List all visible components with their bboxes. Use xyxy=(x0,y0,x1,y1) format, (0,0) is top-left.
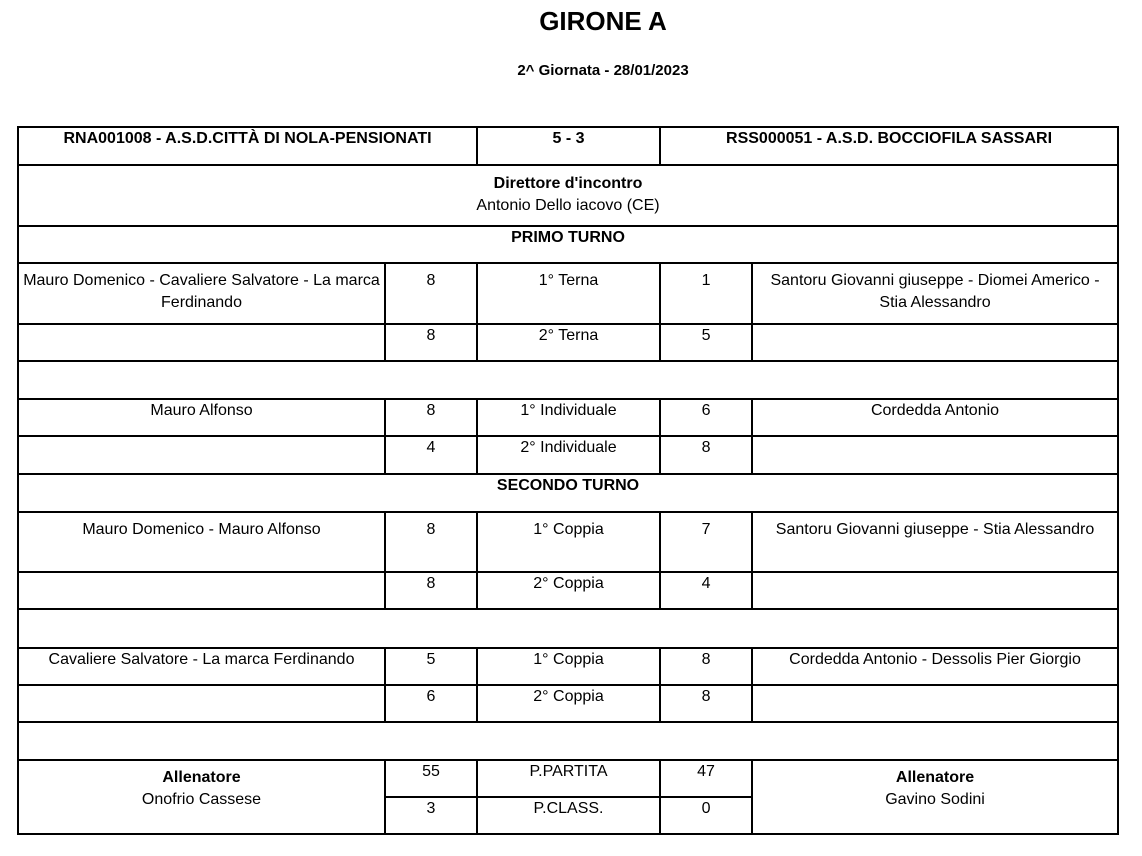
home-score: 8 xyxy=(385,263,477,324)
away-score: 1 xyxy=(660,263,752,324)
points-class-label: P.CLASS. xyxy=(477,797,660,834)
home-score: 8 xyxy=(385,512,477,572)
home-players: Mauro Domenico - Cavaliere Salvatore - La marca Ferdinando xyxy=(18,263,385,324)
home-class-points: 3 xyxy=(385,797,477,834)
home-score: 8 xyxy=(385,399,477,436)
away-score: 8 xyxy=(660,436,752,474)
game-row xyxy=(18,436,1118,474)
away-players xyxy=(752,572,1118,609)
spacer-row xyxy=(18,722,1118,760)
game-row xyxy=(18,324,1118,361)
away-total-points: 47 xyxy=(660,760,752,797)
home-coach-cell xyxy=(18,760,385,834)
home-players xyxy=(18,572,385,609)
game-label: 2° Coppia xyxy=(477,572,660,609)
game-row xyxy=(18,572,1118,609)
game-row xyxy=(18,648,1118,685)
game-label: 2° Terna xyxy=(477,324,660,361)
director-name: Antonio Dello iacovo (CE) xyxy=(476,197,660,214)
match-header-row xyxy=(18,127,1118,165)
page-title: GIRONE A xyxy=(539,6,667,36)
home-players xyxy=(18,324,385,361)
away-class-points: 0 xyxy=(660,797,752,834)
home-score: 8 xyxy=(385,324,477,361)
second-round-heading: SECONDO TURNO xyxy=(18,474,1118,512)
away-score: 8 xyxy=(660,685,752,722)
home-players xyxy=(18,685,385,722)
home-score: 6 xyxy=(385,685,477,722)
game-label: 2° Coppia xyxy=(477,685,660,722)
home-coach-name: Onofrio Cassese xyxy=(141,791,262,808)
away-score: 7 xyxy=(660,512,752,572)
section-row xyxy=(18,226,1118,263)
home-players: Cavaliere Salvatore - La marca Ferdinando xyxy=(18,648,385,685)
spacer-cell xyxy=(18,722,1118,760)
match-sheet-table xyxy=(17,126,1119,835)
spacer-row xyxy=(18,609,1118,648)
game-row xyxy=(18,685,1118,722)
away-coach-cell xyxy=(752,760,1118,834)
away-players: Santoru Giovanni giuseppe - Stia Alessandro xyxy=(752,512,1118,572)
away-coach-label: Allenatore xyxy=(895,769,975,786)
away-score: 6 xyxy=(660,399,752,436)
away-score: 8 xyxy=(660,648,752,685)
away-score: 5 xyxy=(660,324,752,361)
away-team-name: RSS000051 - A.S.D. BOCCIOFILA SASSARI xyxy=(660,127,1118,165)
page-subtitle: 2^ Giornata - 28/01/2023 xyxy=(517,62,689,79)
section-row xyxy=(18,474,1118,512)
away-coach-name: Gavino Sodini xyxy=(885,791,985,808)
away-players: Cordedda Antonio - Dessolis Pier Giorgio xyxy=(752,648,1118,685)
home-score: 5 xyxy=(385,648,477,685)
first-round-heading: PRIMO TURNO xyxy=(18,226,1118,263)
game-label: 2° Individuale xyxy=(477,436,660,474)
game-label: 1° Individuale xyxy=(477,399,660,436)
home-players xyxy=(18,436,385,474)
spacer-row xyxy=(18,361,1118,399)
home-score: 8 xyxy=(385,572,477,609)
game-label: 1° Coppia xyxy=(477,512,660,572)
away-players: Santoru Giovanni giuseppe - Diomei Americo - Stia Alessandro xyxy=(752,263,1118,324)
home-players: Mauro Domenico - Mauro Alfonso xyxy=(18,512,385,572)
game-row xyxy=(18,512,1118,572)
away-players xyxy=(752,436,1118,474)
game-row xyxy=(18,263,1118,324)
home-coach-label: Allenatore xyxy=(162,769,241,786)
game-label: 1° Coppia xyxy=(477,648,660,685)
points-partita-label: P.PARTITA xyxy=(477,760,660,797)
away-players xyxy=(752,685,1118,722)
spacer-cell xyxy=(18,609,1118,648)
spacer-cell xyxy=(18,361,1118,399)
home-score: 4 xyxy=(385,436,477,474)
away-players xyxy=(752,324,1118,361)
home-players: Mauro Alfonso xyxy=(18,399,385,436)
away-players: Cordedda Antonio xyxy=(752,399,1118,436)
match-score: 5 - 3 xyxy=(477,127,660,165)
totals-row xyxy=(18,760,1118,797)
home-team-name: RNA001008 - A.S.D.CITTÀ DI NOLA-PENSIONATI xyxy=(18,127,477,165)
home-total-points: 55 xyxy=(385,760,477,797)
director-cell xyxy=(18,165,1118,226)
game-label: 1° Terna xyxy=(477,263,660,324)
director-label: Direttore d'incontro xyxy=(493,175,643,192)
game-row xyxy=(18,399,1118,436)
director-row xyxy=(18,165,1118,226)
away-score: 4 xyxy=(660,572,752,609)
